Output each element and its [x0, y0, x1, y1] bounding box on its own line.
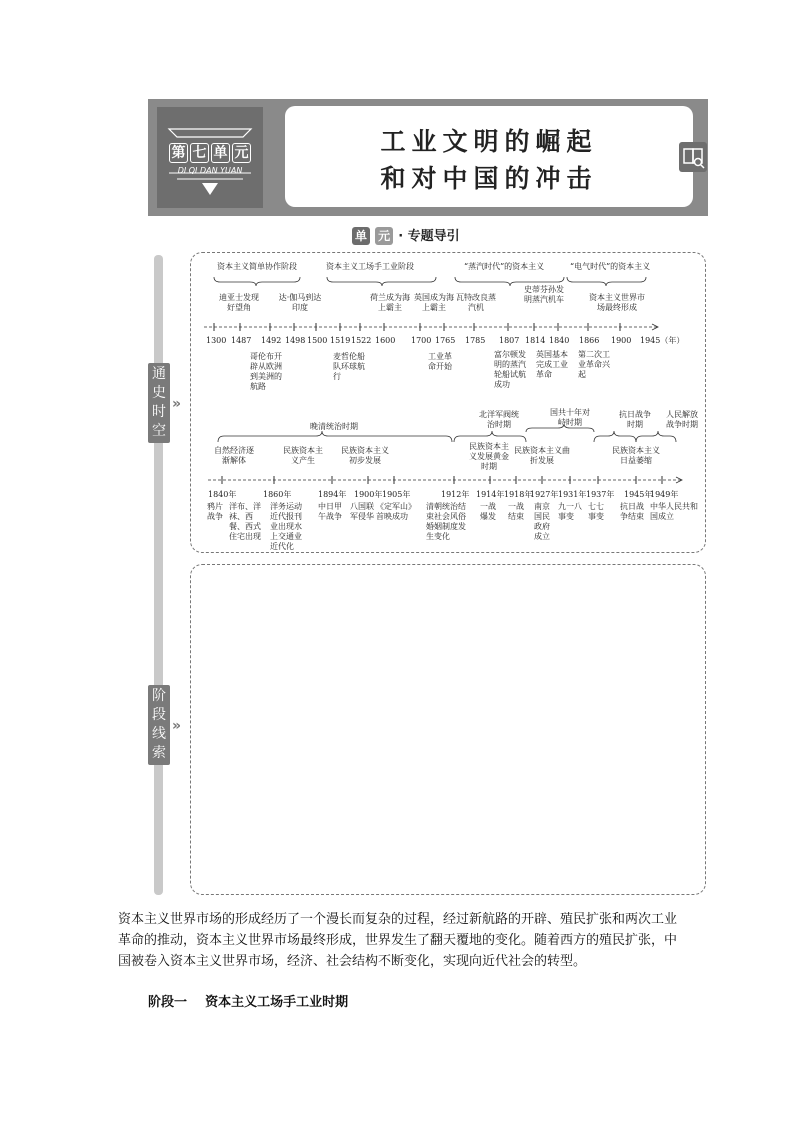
event-label: 哥伦布开辟从欧洲到美洲的航路	[250, 352, 282, 391]
event-label: 达·伽马到达印度	[278, 293, 322, 312]
year-label: 1894年	[318, 490, 347, 499]
double-chevron-icon: »	[172, 396, 182, 412]
event-label: 九一八事变	[558, 502, 582, 521]
event-label: 南京国民政府成立	[534, 502, 550, 541]
year-label: 1840	[549, 336, 570, 345]
period-label: “电气时代”的资本主义	[570, 262, 651, 271]
year-label: 1931年	[558, 490, 587, 499]
year-label: 1860年	[263, 490, 292, 499]
double-chevron-icon: »	[172, 718, 182, 734]
period-label: 抗日战争时期	[619, 410, 651, 429]
year-label: 1498	[285, 336, 306, 345]
event-label: 《定军山》首映成功	[376, 502, 416, 521]
book-search-icon	[679, 142, 707, 172]
period-label: 资本主义工场手工业阶段	[326, 262, 414, 271]
intro-paragraph: 资本主义世界市场的形成经历了一个漫长而复杂的过程，经过新航路的开辟、殖民扩张和两次工业革命的推动，资本主义世界市场最终形成，世界发生了翻天覆地的变化。随着西方的殖民扩张，中国被卷入资本主义世界市场，经济、社会结构不断变化，实现向近代社会的转型。	[118, 912, 678, 969]
event-label: 洋布、洋袜、西餐、西式住宅出现	[229, 502, 261, 541]
event-label: 一战结束	[508, 502, 524, 521]
year-label: 1519	[330, 336, 351, 345]
side-label-tongshi: 通 史 时 空	[148, 363, 170, 443]
year-label: 1949年	[650, 490, 679, 499]
unit-badge	[157, 107, 263, 208]
event-label: 第二次工业革命兴起	[578, 350, 610, 379]
year-label: 1927年	[530, 490, 559, 499]
event-label: 中华人民共和国成立	[650, 502, 698, 521]
year-label: 1700	[411, 336, 432, 345]
event-label: 迪亚士发现好望角	[219, 293, 259, 312]
badge-char: 第	[169, 143, 188, 163]
section-tag-text: · 专题导引	[398, 229, 460, 244]
year-label: 1914年	[476, 490, 505, 499]
year-label: 1487	[231, 336, 252, 345]
year-label: 1918年	[504, 490, 533, 499]
event-label: 抗日战争结束	[620, 502, 644, 521]
event-label: 瓦特改良蒸汽机	[456, 293, 496, 312]
year-label: 1600	[375, 336, 396, 345]
period-label: 北洋军阀统治时期	[479, 410, 519, 429]
event-label: 八国联军侵华	[350, 502, 374, 521]
stage-clue-panel	[190, 564, 706, 895]
event-label: 富尔顿发明的蒸汽轮船试航成功	[494, 350, 526, 389]
event-label: 一战爆发	[480, 502, 496, 521]
side-label-jieduan: 阶 段 线 索	[148, 685, 170, 765]
event-label: 鸦片战争	[207, 502, 223, 521]
unit-title-line2: 和对中国的冲击	[380, 164, 598, 193]
period-label: 资本主义简单协作阶段	[217, 262, 297, 271]
event-label: 自然经济逐渐解体	[214, 446, 254, 465]
year-label: 1937年	[586, 490, 615, 499]
year-label: 1300	[206, 336, 227, 345]
badge-char: 元	[232, 143, 251, 163]
period-label: 晚清统治时期	[310, 422, 358, 431]
badge-char: 单	[211, 143, 230, 163]
period-label: “蒸汽时代”的资本主义	[464, 262, 545, 271]
section-tag	[352, 225, 460, 245]
year-label: 1500	[307, 336, 328, 345]
period-label: 人民解放战争时期	[666, 410, 698, 429]
period-label: 国共十年对峙时期	[550, 408, 590, 427]
event-label: 洋务运动近代报刊业出现水上交通业近代化	[270, 502, 302, 551]
badge-char: 七	[190, 143, 209, 163]
year-label: 1840年	[208, 490, 237, 499]
event-label: 英国基本完成工业革命	[536, 350, 568, 379]
year-label: 1945年	[624, 490, 653, 499]
stage-title: 资本主义工场手工业时期	[205, 995, 349, 1010]
event-label: 民族资本主义日益萎缩	[612, 446, 660, 465]
event-label: 民族资本主义曲折发展	[514, 446, 570, 465]
unit-title-line1: 工业文明的崛起	[380, 127, 598, 156]
year-label: 1912年	[441, 490, 470, 499]
year-label: 1814	[525, 336, 546, 345]
tag-chip: 单	[352, 227, 370, 245]
event-label: 中日甲午战争	[318, 502, 342, 521]
event-label: 民族资本主义产生	[283, 446, 323, 465]
stage-heading	[148, 992, 348, 1013]
year-label: 1900	[611, 336, 632, 345]
year-label: 1905年	[382, 490, 411, 499]
tag-chip: 元	[375, 227, 393, 245]
event-label: 英国成为海上霸主	[414, 293, 454, 312]
year-label: 1807	[499, 336, 520, 345]
event-label: 史蒂芬孙发明蒸汽机车	[524, 285, 564, 304]
event-label: 七七事变	[588, 502, 604, 521]
badge-pinyin: DI QI DAN YUAN	[177, 166, 243, 175]
event-label: 资本主义世界市场最终形成	[589, 293, 645, 312]
year-label: 1866	[579, 336, 600, 345]
year-label: 1522	[351, 336, 372, 345]
year-label: 1785	[465, 336, 486, 345]
stage-label: 阶段一	[148, 995, 188, 1010]
event-label: 荷兰成为海上霸主	[370, 293, 410, 312]
side-rail	[154, 255, 163, 895]
event-label: 麦哲伦船队环球航行	[333, 352, 365, 381]
event-label: 民族资本主义发展黄金时期	[469, 442, 509, 471]
event-label: 工业革命开始	[428, 352, 452, 371]
year-label: 1900年	[354, 490, 383, 499]
year-label: 1765	[435, 336, 456, 345]
event-label: 清朝统治结束社会风俗婚姻制度发生变化	[426, 502, 466, 541]
event-label: 民族资本主义初步发展	[341, 446, 389, 465]
year-label: 1945（年）	[640, 336, 685, 345]
year-label: 1492	[261, 336, 282, 345]
